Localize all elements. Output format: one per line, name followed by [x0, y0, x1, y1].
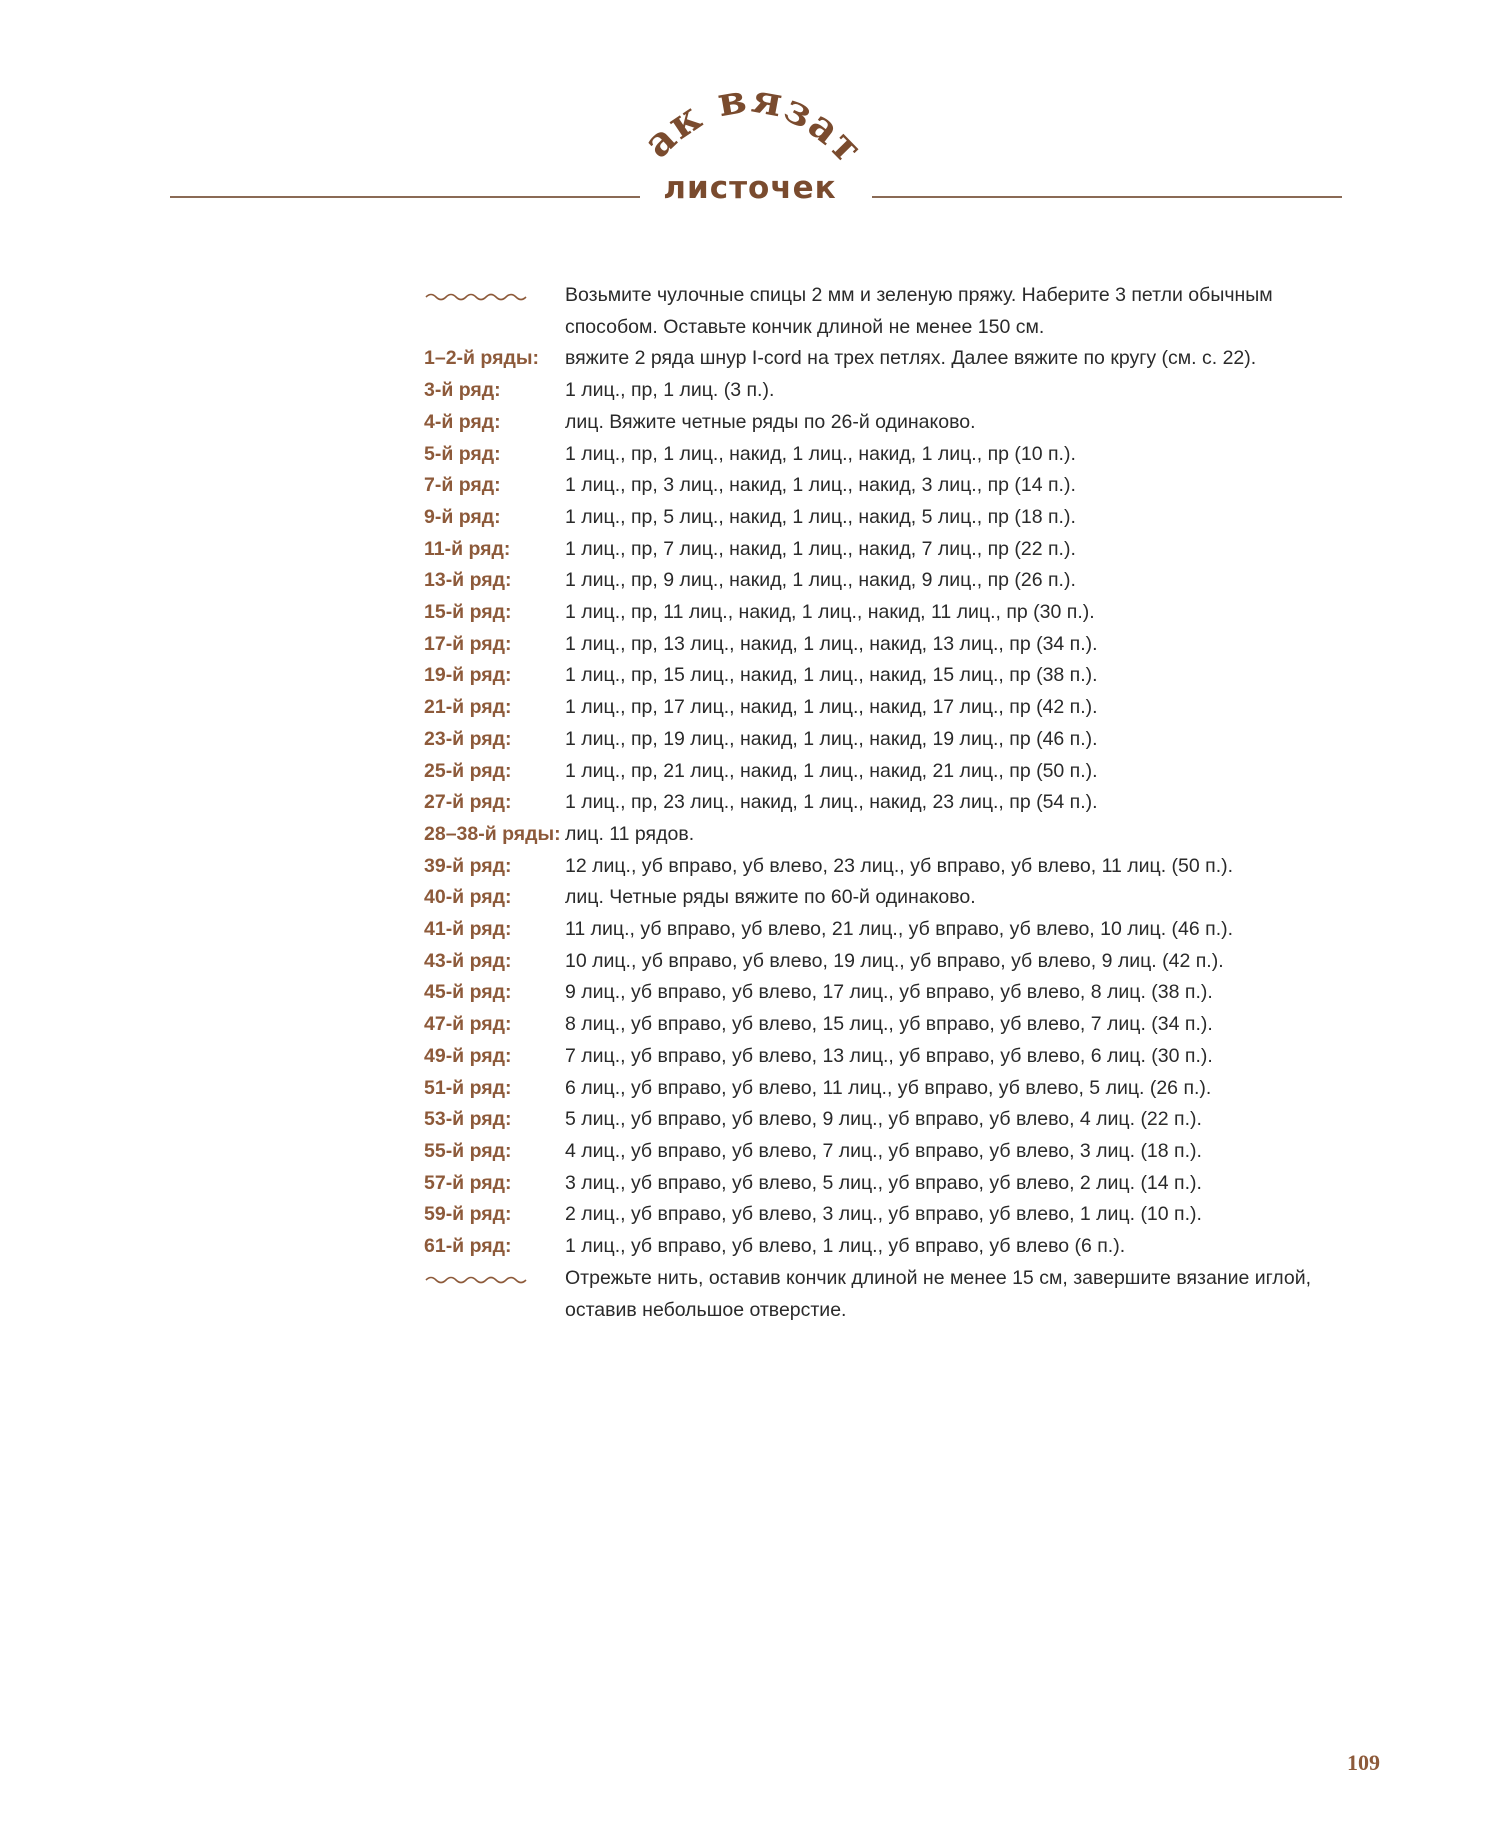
- row-label: 40-й ряд:: [424, 886, 512, 909]
- row-text: 1 лиц., пр, 7 лиц., накид, 1 лиц., накид, 7 лиц., пр (22 п.).: [565, 537, 1076, 560]
- row-text: 10 лиц., уб вправо, уб влево, 19 лиц., уб вправо, уб влево, 9 лиц. (42 п.).: [565, 949, 1224, 972]
- instruction-row: [424, 946, 1356, 978]
- page-subtitle: листочек: [663, 170, 837, 206]
- row-label: 57-й ряд:: [424, 1171, 512, 1194]
- instruction-row: [424, 724, 1356, 756]
- wavy-line-icon: [424, 280, 565, 303]
- row-label: 43-й ряд:: [424, 949, 512, 972]
- row-list: [424, 343, 1356, 1262]
- instruction-row: [424, 1136, 1356, 1168]
- instruction-row: [424, 692, 1356, 724]
- instruction-row: [424, 375, 1356, 407]
- instruction-row: [424, 597, 1356, 629]
- row-text: вяжите 2 ряда шнур I-cord на трех петлях. Далее вяжите по кругу (см. с. 22).: [565, 347, 1257, 370]
- instruction-row: [424, 1199, 1356, 1231]
- row-text: 12 лиц., уб вправо, уб влево, 23 лиц., уб вправо, уб влево, 11 лиц. (50 п.).: [565, 854, 1234, 877]
- instruction-row: [424, 851, 1356, 883]
- row-label: 5-й ряд:: [424, 442, 501, 465]
- row-text: 1 лиц., пр, 9 лиц., накид, 1 лиц., накид, 9 лиц., пр (26 п.).: [565, 569, 1076, 592]
- instruction-row: [424, 1104, 1356, 1136]
- outro-text: Отрежьте нить, оставив кончик длиной не менее 15 см, завершите вязание иглой, оставив небольшое отверстие.: [565, 1266, 1312, 1321]
- row-text: 5 лиц., уб вправо, уб влево, 9 лиц., уб вправо, уб влево, 4 лиц. (22 п.).: [565, 1108, 1202, 1131]
- instruction-row: [424, 534, 1356, 566]
- row-text: 1 лиц., пр, 1 лиц. (3 п.).: [565, 379, 775, 402]
- row-text: 4 лиц., уб вправо, уб влево, 7 лиц., уб вправо, уб влево, 3 лиц. (18 п.).: [565, 1139, 1202, 1162]
- row-label: 13-й ряд:: [424, 569, 512, 592]
- row-text: лиц. 11 рядов.: [565, 822, 695, 845]
- instruction-row: [424, 977, 1356, 1009]
- row-label: 23-й ряд:: [424, 727, 512, 750]
- row-text: 9 лиц., уб вправо, уб влево, 17 лиц., уб вправо, уб влево, 8 лиц. (38 п.).: [565, 981, 1213, 1004]
- instruction-row: [424, 1041, 1356, 1073]
- wavy-line-icon: [424, 1263, 565, 1286]
- row-text: 1 лиц., пр, 23 лиц., накид, 1 лиц., накид, 23 лиц., пр (54 п.).: [565, 791, 1098, 814]
- instruction-row: [424, 1009, 1356, 1041]
- svg-text:Как вязать: [581, 33, 873, 173]
- row-text: 1 лиц., пр, 5 лиц., накид, 1 лиц., накид, 5 лиц., пр (18 п.).: [565, 505, 1076, 528]
- instruction-row: [424, 343, 1356, 375]
- instruction-row: [424, 660, 1356, 692]
- row-text: 1 лиц., уб вправо, уб влево, 1 лиц., уб вправо, уб влево (6 п.).: [565, 1235, 1126, 1258]
- row-label: 17-й ряд:: [424, 632, 512, 655]
- instruction-row: [424, 914, 1356, 946]
- instruction-row: [424, 629, 1356, 661]
- row-text: 1 лиц., пр, 17 лиц., накид, 1 лиц., накид, 17 лиц., пр (42 п.).: [565, 696, 1098, 719]
- title-arc: [580, 33, 900, 180]
- row-label: 19-й ряд:: [424, 664, 512, 687]
- page-number: 109: [1347, 1750, 1380, 1775]
- instructions: [424, 280, 1356, 1326]
- row-label: 3-й ряд:: [424, 379, 501, 402]
- row-label: 39-й ряд:: [424, 854, 512, 877]
- row-label: 9-й ряд:: [424, 505, 501, 528]
- row-text: 1 лиц., пр, 1 лиц., накид, 1 лиц., накид, 1 лиц., пр (10 п.).: [565, 442, 1076, 465]
- row-label: 53-й ряд:: [424, 1108, 512, 1131]
- intro-text: Возьмите чулочные спицы 2 мм и зеленую пряжу. Наберите 3 петли обычным способом. Оставьте кончик длиной не менее 150 см.: [565, 284, 1273, 338]
- row-label: 15-й ряд:: [424, 601, 512, 624]
- instruction-row: [424, 819, 1356, 851]
- row-label: 25-й ряд:: [424, 759, 512, 782]
- instruction-row: [424, 1073, 1356, 1105]
- instruction-row: [424, 1168, 1356, 1200]
- intro-row: [424, 280, 1356, 343]
- instruction-row: [424, 565, 1356, 597]
- header-rule-left: [170, 196, 640, 198]
- row-text: 7 лиц., уб вправо, уб влево, 13 лиц., уб вправо, уб влево, 6 лиц. (30 п.).: [565, 1044, 1213, 1067]
- row-text: 11 лиц., уб вправо, уб влево, 21 лиц., уб вправо, уб влево, 10 лиц. (46 п.).: [565, 918, 1234, 941]
- instruction-row: [424, 787, 1356, 819]
- row-text: лиц. Вяжите четные ряды по 26-й одинаково.: [565, 410, 976, 433]
- row-label: 47-й ряд:: [424, 1013, 512, 1036]
- row-text: 1 лиц., пр, 13 лиц., накид, 1 лиц., накид, 13 лиц., пр (34 п.).: [565, 632, 1098, 655]
- row-text: 6 лиц., уб вправо, уб влево, 11 лиц., уб вправо, уб влево, 5 лиц. (26 п.).: [565, 1076, 1212, 1099]
- row-text: 1 лиц., пр, 19 лиц., накид, 1 лиц., накид, 19 лиц., пр (46 п.).: [565, 727, 1098, 750]
- row-label: 1–2-й ряды:: [424, 347, 539, 370]
- row-text: 1 лиц., пр, 15 лиц., накид, 1 лиц., накид, 15 лиц., пр (38 п.).: [565, 664, 1098, 687]
- row-label: 7-й ряд:: [424, 474, 501, 497]
- row-label: 49-й ряд:: [424, 1044, 512, 1067]
- outro-row: [424, 1263, 1356, 1326]
- instruction-row: [424, 756, 1356, 788]
- row-label: 28–38-й ряды:: [424, 822, 561, 845]
- row-label: 21-й ряд:: [424, 696, 512, 719]
- row-label: 51-й ряд:: [424, 1076, 512, 1099]
- header-rule-right: [872, 196, 1342, 198]
- row-text: 3 лиц., уб вправо, уб влево, 5 лиц., уб вправо, уб влево, 2 лиц. (14 п.).: [565, 1171, 1202, 1194]
- row-label: 11-й ряд:: [424, 537, 511, 560]
- row-text: 8 лиц., уб вправо, уб влево, 15 лиц., уб вправо, уб влево, 7 лиц. (34 п.).: [565, 1013, 1213, 1036]
- row-text: 1 лиц., пр, 3 лиц., накид, 1 лиц., накид, 3 лиц., пр (14 п.).: [565, 474, 1076, 497]
- row-label: 55-й ряд:: [424, 1139, 512, 1162]
- row-text: 1 лиц., пр, 21 лиц., накид, 1 лиц., накид, 21 лиц., пр (50 п.).: [565, 759, 1098, 782]
- row-label: 27-й ряд:: [424, 791, 512, 814]
- instruction-row: [424, 407, 1356, 439]
- row-text: лиц. Четные ряды вяжите по 60-й одинаково.: [565, 886, 976, 909]
- instruction-row: [424, 470, 1356, 502]
- instruction-row: [424, 502, 1356, 534]
- row-label: 59-й ряд:: [424, 1203, 512, 1226]
- instruction-row: [424, 1231, 1356, 1263]
- row-label: 41-й ряд:: [424, 918, 512, 941]
- page-header: [0, 0, 1500, 240]
- row-label: 45-й ряд:: [424, 981, 512, 1004]
- row-label: 61-й ряд:: [424, 1235, 512, 1258]
- row-label: 4-й ряд:: [424, 410, 501, 433]
- row-text: 1 лиц., пр, 11 лиц., накид, 1 лиц., накид, 11 лиц., пр (30 п.).: [565, 601, 1095, 624]
- row-text: 2 лиц., уб вправо, уб влево, 3 лиц., уб вправо, уб влево, 1 лиц. (10 п.).: [565, 1203, 1202, 1226]
- page-title: Как вязать: [580, 33, 873, 174]
- instruction-row: [424, 882, 1356, 914]
- instruction-row: [424, 439, 1356, 471]
